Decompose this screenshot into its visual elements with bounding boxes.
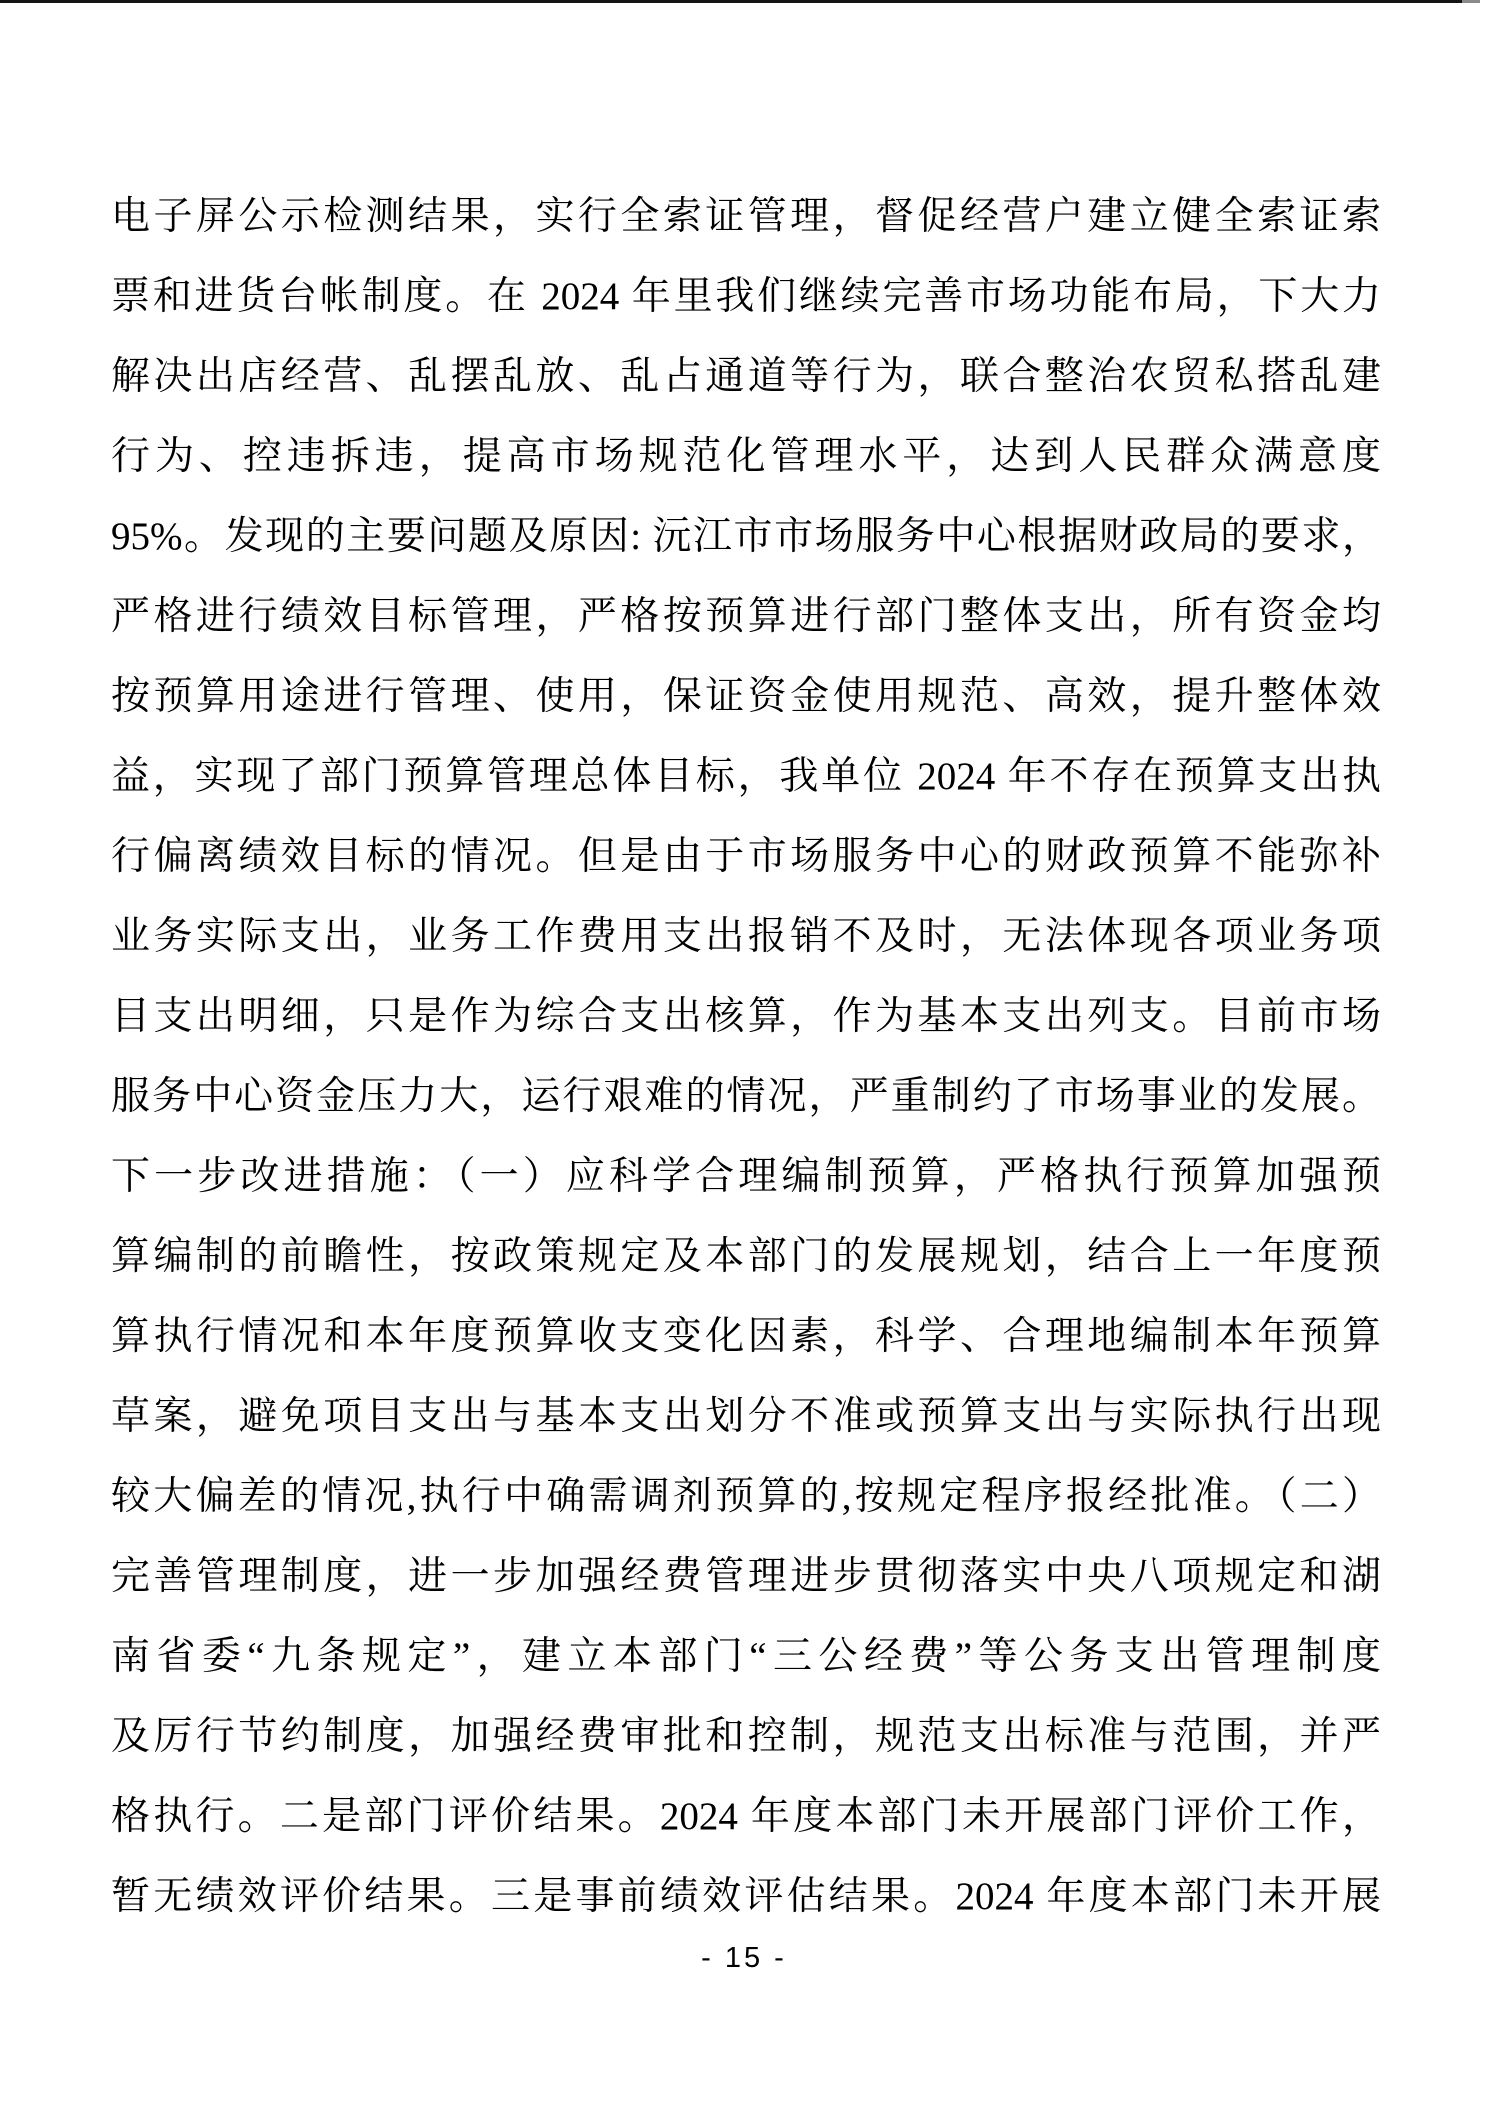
text-line: 草案，避免项目支出与基本支出划分不准或预算支出与实际执行出现 — [111, 1395, 1381, 1438]
text-line: 完善管理制度，进一步加强经费管理进步贯彻落实中央八项规定和湖 — [111, 1555, 1381, 1598]
text-line: 电子屏公示检测结果，实行全索证管理，督促经营户建立健全索证索 — [111, 195, 1381, 238]
text-line: 算编制的前瞻性，按政策规定及本部门的发展规划，结合上一年度预 — [111, 1235, 1381, 1278]
text-line: 95%。发现的主要问题及原因: 沅江市市场服务中心根据财政局的要求， — [111, 515, 1381, 558]
text-line: 票和进货台帐制度。在 2024 年里我们继续完善市场功能布局，下大力 — [111, 275, 1381, 318]
body-text-block — [111, 177, 1381, 1937]
text-line: 行为、控违拆违，提高市场规范化管理水平，达到人民群众满意度 — [111, 435, 1381, 478]
page-top-edge-line — [0, 0, 1462, 3]
text-line: 算执行情况和本年度预算收支变化因素，科学、合理地编制本年预算 — [111, 1315, 1381, 1358]
text-line: 按预算用途进行管理、使用，保证资金使用规范、高效，提升整体效 — [111, 675, 1381, 718]
text-line: 行偏离绩效目标的情况。但是由于市场服务中心的财政预算不能弥补 — [111, 835, 1381, 878]
text-line: 业务实际支出，业务工作费用支出报销不及时，无法体现各项业务项 — [111, 915, 1381, 958]
text-line: 格执行。二是部门评价结果。2024 年度本部门未开展部门评价工作， — [111, 1795, 1381, 1838]
text-line: 解决出店经营、乱摆乱放、乱占通道等行为，联合整治农贸私搭乱建 — [111, 355, 1381, 398]
text-line: 下一步改进措施：（一）应科学合理编制预算，严格执行预算加强预 — [111, 1155, 1381, 1198]
text-line: 益，实现了部门预算管理总体目标，我单位 2024 年不存在预算支出执 — [111, 755, 1381, 798]
text-line: 及厉行节约制度，加强经费审批和控制，规范支出标准与范围，并严 — [111, 1715, 1381, 1758]
text-line: 较大偏差的情况,执行中确需调剂预算的,按规定程序报经批准。（二） — [111, 1475, 1381, 1518]
text-line: 严格进行绩效目标管理，严格按预算进行部门整体支出，所有资金均 — [111, 595, 1381, 638]
page-top-edge-line-tail — [1462, 0, 1480, 3]
text-line: 暂无绩效评价结果。三是事前绩效评估结果。2024 年度本部门未开展 — [111, 1875, 1381, 1918]
text-line: 南省委“九条规定”，建立本部门“三公经费”等公务支出管理制度 — [111, 1635, 1381, 1678]
text-line: 目支出明细，只是作为综合支出核算，作为基本支出列支。目前市场 — [111, 995, 1381, 1038]
page-number: - 15 - — [701, 1942, 787, 1974]
text-line: 服务中心资金压力大，运行艰难的情况，严重制约了市场事业的发展。 — [111, 1075, 1381, 1118]
